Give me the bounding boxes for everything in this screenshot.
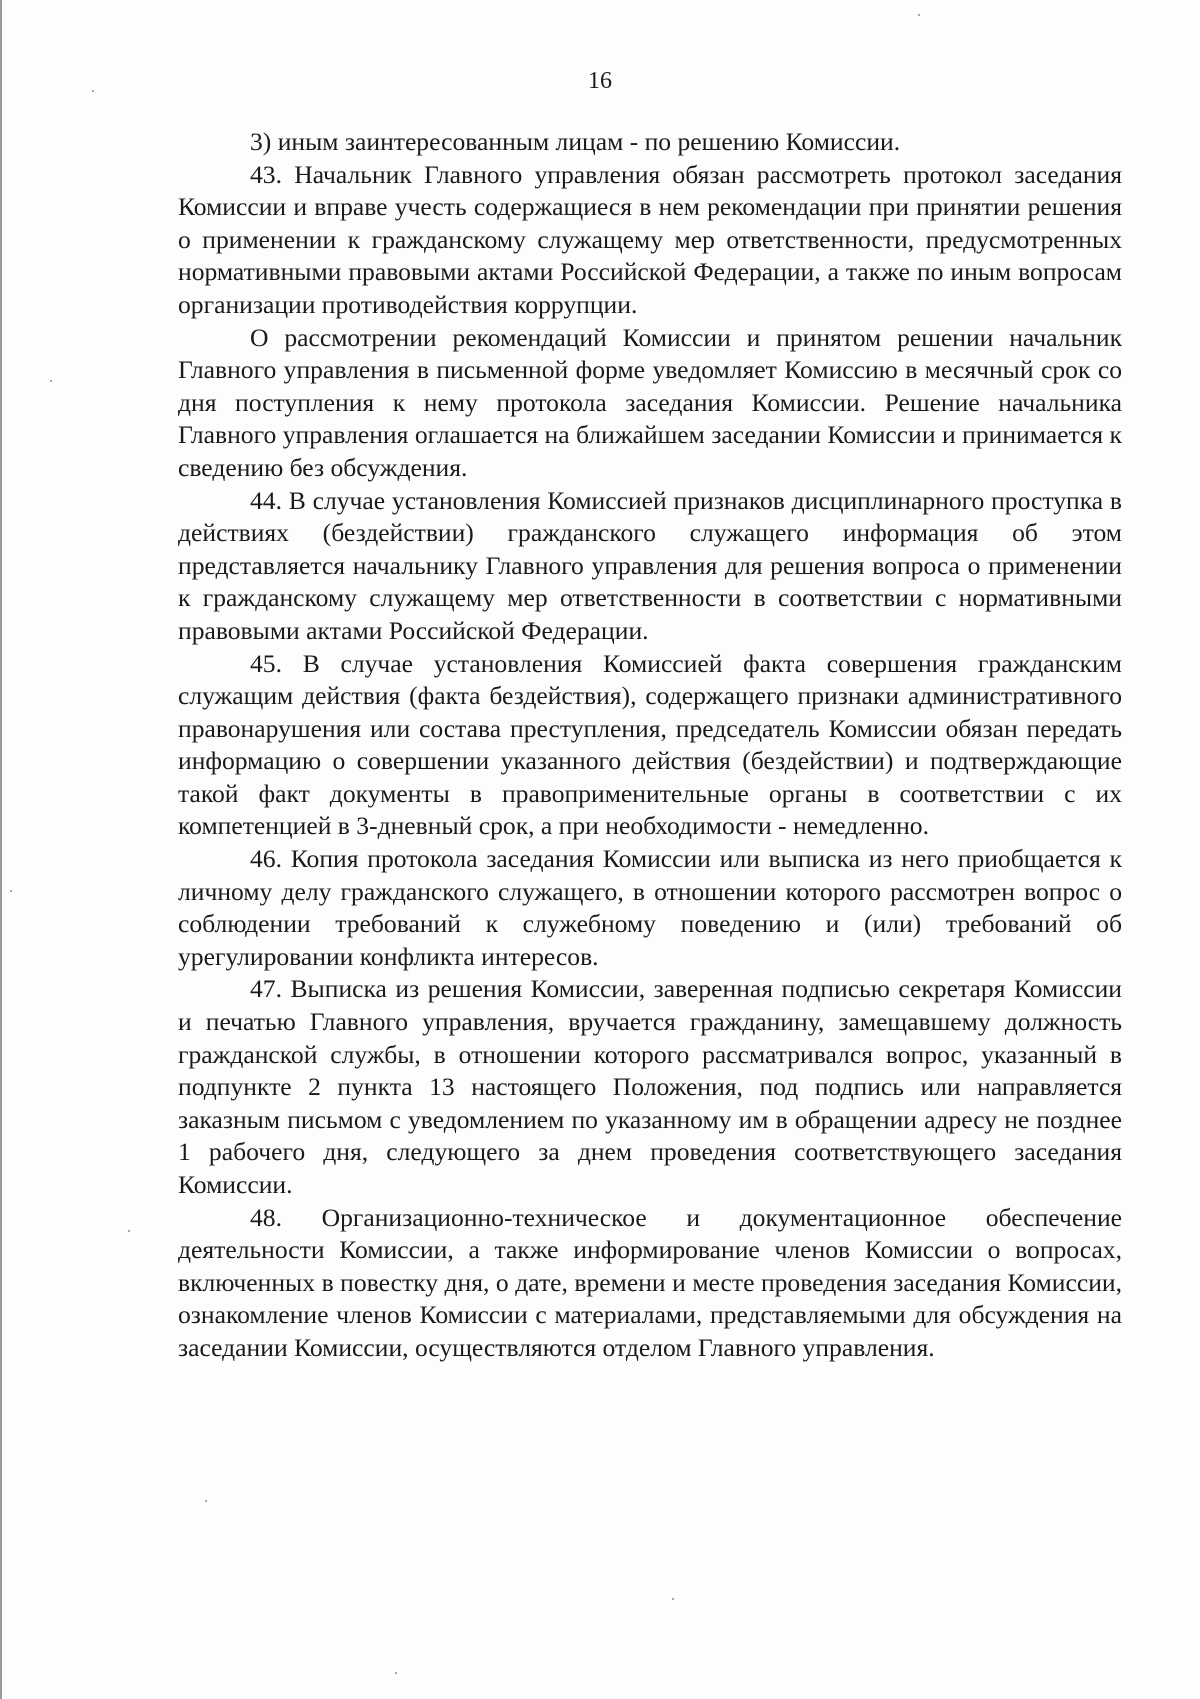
scan-speck bbox=[92, 90, 94, 92]
paragraph-48: 48. Организационно-техническое и документационное обеспечение деятельности Комиссии, а также информирование членов Комиссии о вопросах, включенных в повестку дня, о дате, времени и месте проведения заседания Комиссии, ознакомление членов Комиссии с материалами, представляемыми для обсуждения на заседании Комиссии, осуществляются отделом Главного управления. bbox=[178, 1202, 1122, 1362]
page-number: 16 bbox=[588, 68, 612, 94]
scan-speck bbox=[10, 890, 12, 892]
paragraph-46: 46. Копия протокола заседания Комиссии или выписка из него приобщается к личному делу гражданского служащего, в отношении которого рассмотрен вопрос о соблюдении требований к служебному поведению и (или) требований об урегулировании конфликта интересов. bbox=[178, 844, 1122, 971]
scan-speck bbox=[672, 1598, 674, 1600]
scan-speck bbox=[128, 1230, 130, 1232]
scan-speck bbox=[395, 1672, 397, 1674]
paragraph-45: 45. В случае установления Комиссией факта совершения гражданским служащим действия (факта бездействия), содержащего признаки административного правонарушения или состава преступления, председатель Комиссии обязан передать информацию о совершении указанного действия (бездействии) и подтверждающие такой факт документы в правоприменительные органы в соответствии с их компетенцией в 3-дневный срок, а при необходимости - немедленно. bbox=[178, 648, 1122, 841]
paragraph-47: 47. Выписка из решения Комиссии, заверенная подписью секретаря Комиссии и печатью Главного управления, вручается гражданину, замещавшему должность гражданской службы, в отношении которого рассматривался вопрос, указанный в подпункте 2 пункта 13 настоящего Положения, под подпись или направляется заказным письмом с уведомлением по указанному им в обращении адресу не позднее 1 рабочего дня, следующего за днем проведения соответствующего заседания Комиссии. bbox=[178, 974, 1122, 1199]
scan-speck bbox=[205, 1500, 207, 1502]
scan-speck bbox=[918, 14, 920, 16]
document-body bbox=[178, 126, 1122, 1365]
scan-edge bbox=[0, 0, 2, 1699]
paragraph-item-3: 3) иным заинтересованным лицам - по решению Комиссии. bbox=[250, 127, 901, 156]
paragraph-43: 43. Начальник Главного управления обязан рассмотреть протокол заседания Комиссии и вправе учесть содержащиеся в нем рекомендации при принятии решения о применении к гражданскому служащему мер ответственности, предусмотренных нормативными правовыми актами Российской Федерации, а также по иным вопросам организации противодействия коррупции. bbox=[178, 159, 1122, 319]
scan-speck bbox=[50, 380, 52, 382]
paragraph-43-notice: О рассмотрении рекомендаций Комиссии и принятом решении начальник Главного управления в письменной форме уведомляет Комиссию в месячный срок со дня поступления к нему протокола заседания Комиссии. Решение начальника Главного управления оглашается на ближайшем заседании Комиссии и принимается к сведению без обсуждения. bbox=[178, 322, 1122, 482]
paragraph-44: 44. В случае установления Комиссией признаков дисциплинарного проступка в действиях (бездействии) гражданского служащего информация об этом представляется начальнику Главного управления для решения вопроса о применении к гражданскому служащему мер ответственности в соответствии с нормативными правовыми актами Российской Федерации. bbox=[178, 485, 1122, 645]
